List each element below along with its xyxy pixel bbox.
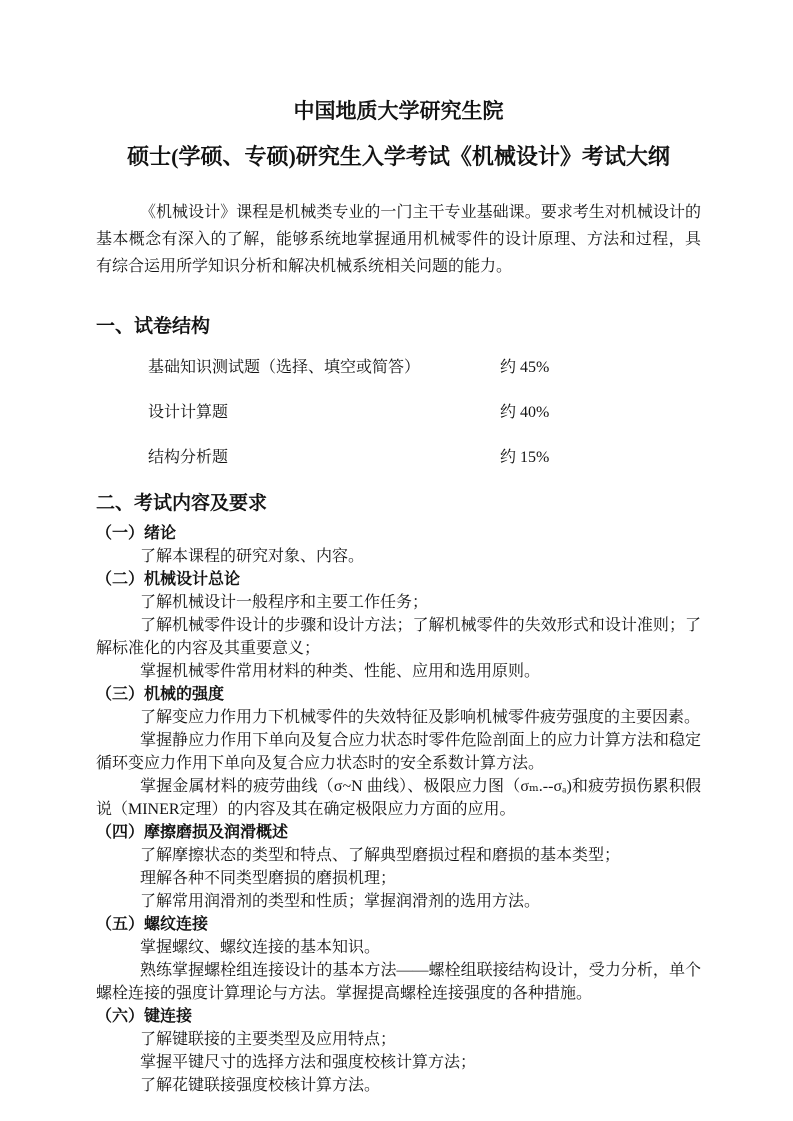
subsection-title: （二）机械设计总论 [96,571,241,588]
subsection-threaded-connection [96,913,701,1005]
subsection-paragraph: 掌握机械零件常用材料的种类、性能、应用和选用原则。 [140,663,541,680]
subsection-paragraph: 了解本课程的研究对象、内容。 [140,548,365,565]
subsection-title: （一）绪论 [96,525,177,542]
subsection-paragraph: 掌握螺纹、螺纹连接的基本知识。 [140,939,381,956]
section-heading-exam-content: 二、考试内容及要求 [96,493,268,514]
exam-row [96,356,701,379]
subsection-paragraph: 了解键联接的主要类型及应用特点； [140,1031,397,1048]
exam-row-value: 约 15% [500,449,550,466]
subsection-paragraph: 了解摩擦状态的类型和特点、了解典型磨损过程和磨损的基本类型； [140,847,621,864]
subsection-title: （五）螺纹连接 [96,916,209,933]
exam-structure-table [96,356,701,469]
exam-row [96,446,701,469]
section-heading-exam-structure: 一、试卷结构 [96,316,211,337]
subsection-paragraph: 了解机械零件设计的步骤和设计方法；了解机械零件的失效形式和设计准则；了解标准化的内容及其重要意义； [96,617,701,657]
doc-title-line1: 中国地质大学研究生院 [293,99,504,123]
exam-row-label: 结构分析题 [148,449,229,466]
exam-row-label: 基础知识测试题（选择、填空或简答） [148,359,421,376]
subsection-paragraph: 掌握金属材料的疲劳曲线（σ~N 曲线）、极限应力图（σₘ.--σₐ)和疲劳损伤累积假说（MINER定理）的内容及其在确定极限应力方面的应用。 [96,778,701,818]
exam-row-value: 约 40% [500,404,550,421]
subsection-paragraph: 理解各种不同类型磨损的磨损机理； [140,870,397,887]
subsection-paragraph: 了解机械设计一般程序和主要工作任务； [140,594,429,611]
exam-row-label: 设计计算题 [148,404,229,421]
subsection-paragraph: 掌握平键尺寸的选择方法和强度校核计算方法； [140,1054,477,1071]
subsection-mechanical-strength [96,683,701,821]
subsection-paragraph: 熟练掌握螺栓组连接设计的基本方法——螺栓组联接结构设计，受力分析，单个螺栓连接的强度计算理论与方法。掌握提高螺栓连接强度的各种措施。 [96,962,701,1002]
subsection-paragraph: 了解常用润滑剂的类型和性质；掌握润滑剂的选用方法。 [140,893,541,910]
subsection-title: （六）键连接 [96,1008,193,1025]
exam-row-value: 约 45% [500,359,550,376]
subsection-title: （四）摩擦磨损及润滑概述 [96,824,289,841]
subsection-key-connection [96,1005,701,1097]
subsection-paragraph: 掌握静应力作用下单向及复合应力状态时零件危险剖面上的应力计算方法和稳定循环变应力作用下单向及复合应力状态时的安全系数计算方法。 [96,732,701,772]
subsection-title: （三）机械的强度 [96,686,225,703]
subsection-friction-wear-lubrication [96,821,701,913]
exam-row [96,401,701,424]
doc-title-line2: 硕士(学硕、专硕)研究生入学考试《机械设计》考试大纲 [127,144,670,169]
intro-paragraph: 《机械设计》课程是机械类专业的一门主干专业基础课。要求考生对机械设计的基本概念有深入的了解，能够系统地掌握通用机械零件的设计原理、方法和过程，具有综合运用所学知识分析和解决机械系统相关问题的能力。 [96,204,701,275]
subsection-design-overview [96,568,701,683]
subsection-intro [96,522,701,568]
subsection-paragraph: 了解变应力作用力下机械零件的失效特征及影响机械零件疲劳强度的主要因素。 [140,709,701,726]
subsection-paragraph: 了解花键联接强度校核计算方法。 [140,1077,381,1094]
